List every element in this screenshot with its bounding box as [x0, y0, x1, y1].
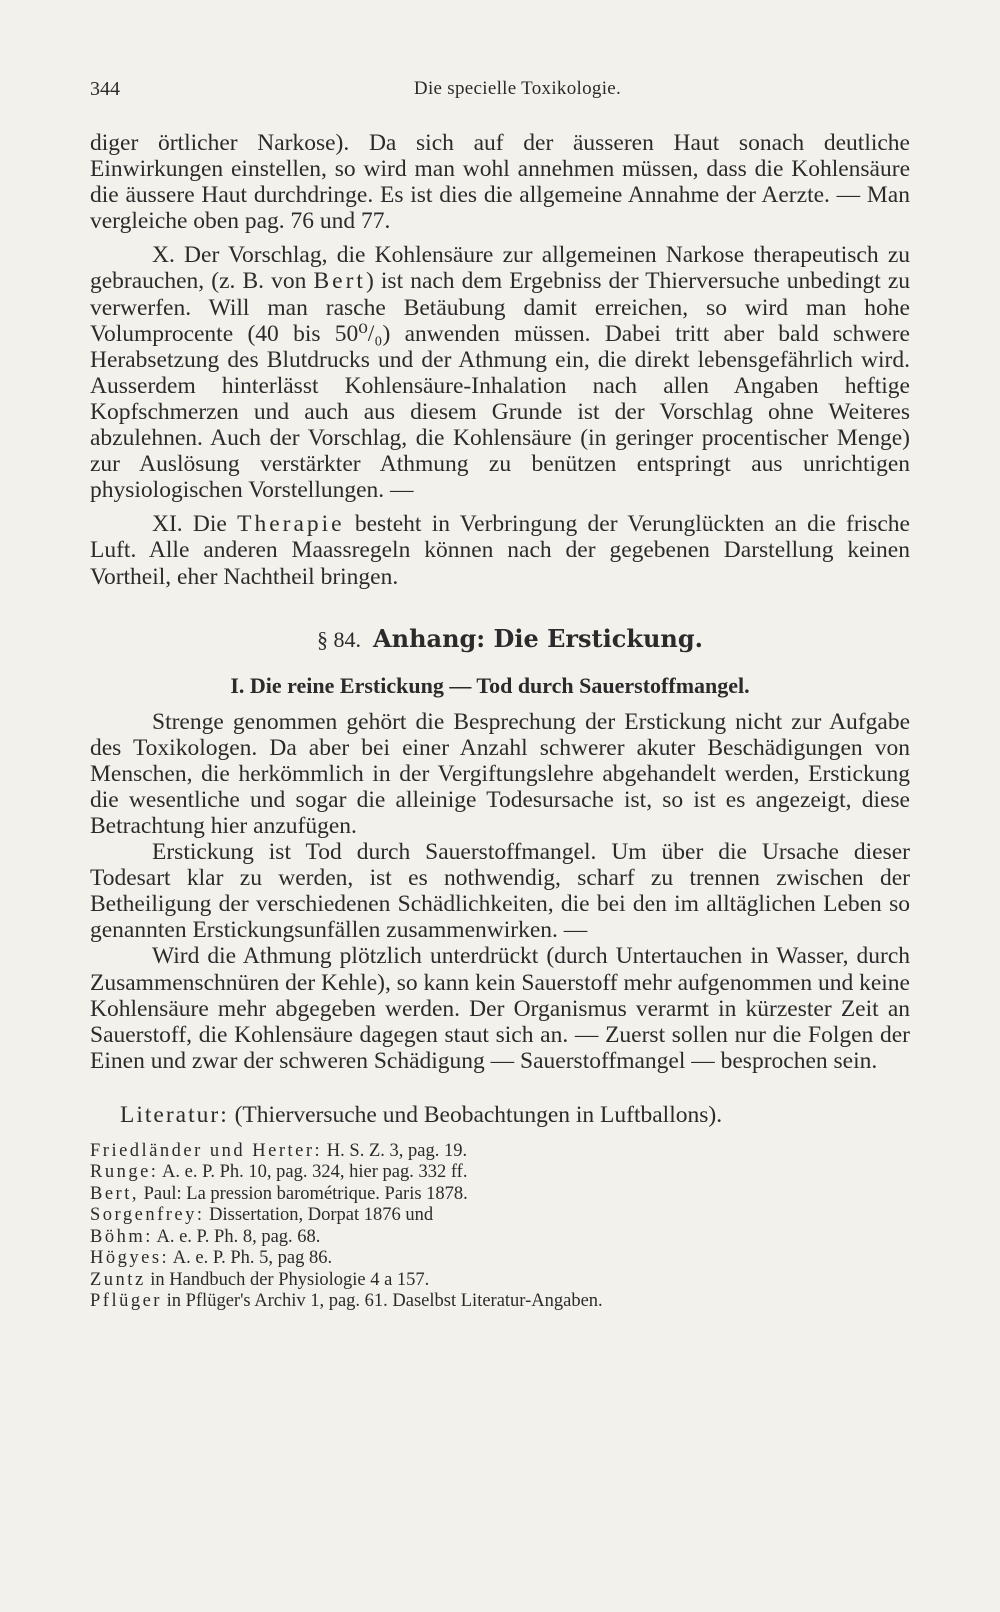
literature-heading: [120, 1102, 910, 1129]
page-header: [90, 78, 885, 104]
literature-note: (Thierversuche und Beobachtungen in Luftballons).: [228, 1101, 723, 1128]
paragraph: diger örtlicher Narkose). Da sich auf der äusseren Haut sonach deutliche Einwirkungen einstellen, so wird man wohl annehmen müssen, dass die Kohlensäure die äussere Haut durchdringe. Es ist dies die allgemeine Annahme der Aerzte. — Man vergleiche oben pag. 76 und 77.: [90, 130, 910, 235]
literature-entry: Bert, Paul: La pression barométrique. Paris 1878.: [90, 1183, 468, 1204]
literature-entry: Böhm: A. e. P. Ph. 8, pag. 68.: [90, 1226, 321, 1247]
literature-entry: Högyes: A. e. P. Ph. 5, pag 86.: [90, 1248, 333, 1269]
literature-label: Literatur:: [120, 1101, 229, 1128]
section-heading: [90, 624, 910, 653]
section-title: Anhang: Die Erstickung.: [373, 623, 703, 653]
emphasized-term: Therapie: [237, 511, 345, 538]
paragraph: Erstickung ist Tod durch Sauerstoffmangel. Um über die Ursache dieser Todesart klar zu werden, ist es nothwendig, scharf zu trennen zwischen der Betheiligung der verschiedenen Schädlichkeiten, die bei den im alltäglichen Leben so genannten Erstickungsunfällen zusammenwirken. —: [90, 839, 910, 944]
literature-entry: Runge: A. e. P. Ph. 10, pag. 324, hier pag. 332 ff.: [90, 1162, 468, 1183]
author-name: Bert: [313, 268, 366, 295]
percent-sign: ⁰/₀: [358, 320, 383, 347]
page-number: 344: [90, 78, 120, 100]
page-body: [90, 130, 910, 1313]
paragraph: Strenge genommen gehört die Besprechung der Erstickung nicht zur Aufgabe des Toxikologen. Da aber bei einer Anzahl schwerer akuter Beschädigungen von Menschen, die herkömmlich in der Vergiftungslehre abgehandelt werden, Erstickung die wesentliche und sogar die alleinige Todesursache ist, so ist es angezeigt, diese Betrachtung hier anzufügen.: [90, 708, 910, 839]
paragraph-xi: XI. Die Therapie besteht in Verbringung der Verunglückten an die frische Luft. Alle anderen Maassregeln können nach der gegebenen Darstellung keinen Vortheil, eher Nachtheil bringen.: [90, 511, 910, 590]
literature-entry: Pflüger in Pflüger's Archiv 1, pag. 61. Daselbst Literatur-Angaben.: [90, 1291, 603, 1312]
literature-list: [90, 1141, 910, 1313]
paragraph: Wird die Athmung plötzlich unterdrückt (durch Untertauchen in Wasser, durch Zusammenschnüren der Kehle), so kann kein Sauerstoff mehr aufgenommen und keine Kohlensäure mehr abgegeben werden. Der Organismus verarmt in kürzester Zeit an Sauerstoff, die Kohlensäure dagegen staut sich an. — Zuerst sollen nur die Folgen der Einen und zwar der schweren Schädigung — Sauerstoffmangel — besprochen sein.: [90, 943, 910, 1074]
section-number: § 84.: [317, 626, 361, 652]
subsection-heading: I. Die reine Erstickung — Tod durch Sauerstoffmangel.: [230, 672, 750, 698]
literature-entry: Friedländer und Herter: H. S. Z. 3, pag. 19.: [90, 1140, 468, 1161]
literature-entry: Sorgenfrey: Dissertation, Dorpat 1876 und: [90, 1205, 434, 1226]
literature-entry: Zuntz in Handbuch der Physiologie 4 a 157.: [90, 1269, 430, 1290]
running-title: Die specielle Toxikologie.: [413, 78, 622, 99]
paragraph-x: X. Der Vorschlag, die Kohlensäure zur allgemeinen Narkose therapeutisch zu gebrauchen, (z. B. von Bert) ist nach dem Ergebniss der Thierversuche unbedingt zu verwerfen. Will man rasche Betäubung damit erreichen, so wird man hohe Volumprocente (40 bis 50⁰/₀) anwenden müssen. Dabei tritt aber bald schwere Herabsetzung des Blutdrucks und der Athmung ein, die direkt lebensgefährlich wird. Ausserdem hinterlässt Kohlensäure-Inhalation nach allen Angaben heftige Kopfschmerzen und auch aus diesem Grunde ist der Vorschlag ohne Weiteres abzulehnen. Auch der Vorschlag, die Kohlensäure (in geringer procentischer Menge) zur Auslösung verstärkter Athmung zu benützen entspringt aus unrichtigen physiologischen Vorstellungen. —: [90, 242, 910, 504]
